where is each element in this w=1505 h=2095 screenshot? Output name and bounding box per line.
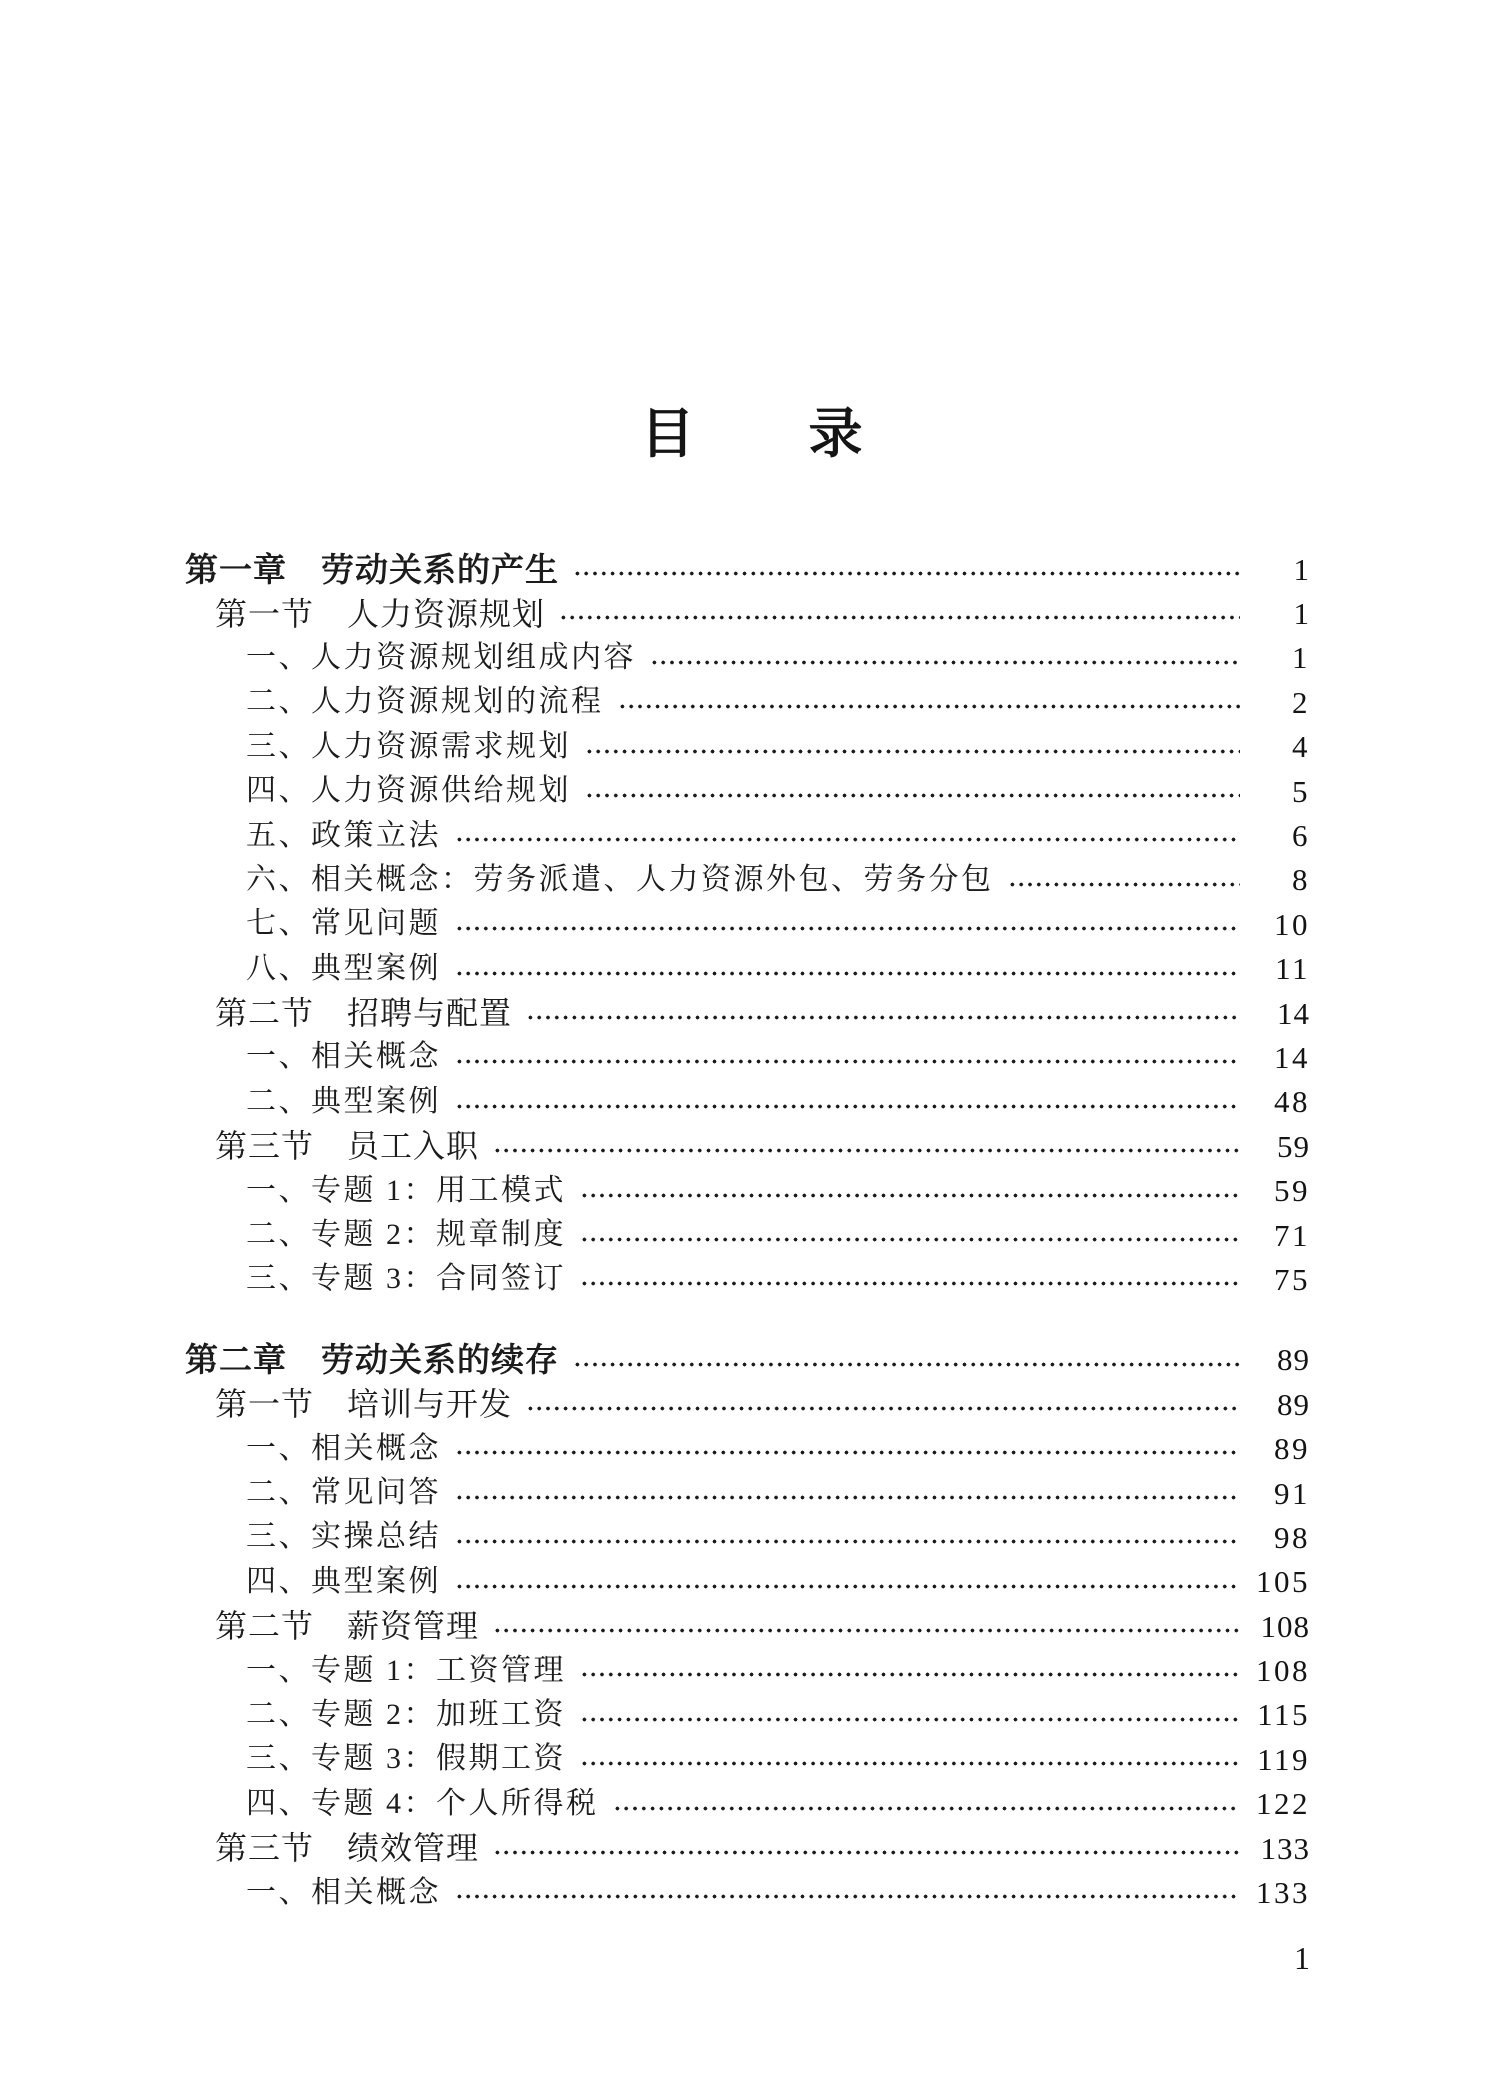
toc-entry-label: 四、专题 4：个人所得税 (246, 1786, 599, 1820)
toc-entry-label: 二、人力资源规划的流程 (246, 685, 604, 719)
toc-entry-label: 一、相关概念 (246, 1431, 441, 1465)
toc-entry (185, 769, 1310, 813)
toc-entry-page: 98 (1274, 1519, 1310, 1555)
toc-entry-label: 一、相关概念 (246, 1875, 441, 1909)
toc-entry-label: 八、典型案例 (246, 951, 441, 985)
toc-entry-label: 一、相关概念 (246, 1040, 441, 1074)
toc-entry-page: 133 (1256, 1875, 1310, 1911)
toc-entry (185, 858, 1310, 902)
toc-entry (185, 1168, 1310, 1212)
dot-leader (580, 1213, 1240, 1257)
toc-entry (185, 1515, 1310, 1559)
toc-entry-page: 108 (1260, 1608, 1310, 1644)
toc-entry-label: 七、常见问题 (246, 907, 441, 941)
toc-entry-label: 四、典型案例 (246, 1564, 441, 1598)
dot-leader (573, 1338, 1240, 1382)
toc-entry-page: 71 (1274, 1217, 1310, 1253)
toc-entry-page: 1 (1293, 551, 1310, 587)
toc-entry-label: 三、实操总结 (246, 1520, 441, 1554)
dot-leader (585, 769, 1240, 813)
toc-entry (185, 1035, 1310, 1079)
toc-entry-page: 11 (1275, 951, 1310, 987)
toc-entry-page: 14 (1274, 1039, 1310, 1075)
toc-entry-page: 89 (1274, 1431, 1310, 1467)
toc-entry (185, 1471, 1310, 1515)
toc-entry (185, 1737, 1310, 1781)
toc-entry (185, 1604, 1310, 1648)
toc-entry-label: 二、常见问答 (246, 1476, 441, 1509)
dot-leader (580, 1257, 1240, 1301)
toc-entry (185, 636, 1310, 680)
toc-entry (185, 547, 1310, 591)
toc-entry-page: 119 (1257, 1741, 1310, 1777)
dot-leader (455, 1515, 1240, 1559)
toc-entry (185, 1382, 1310, 1426)
toc-entry-label: 三、专题 3：假期工资 (246, 1742, 566, 1776)
toc-entry (185, 1213, 1310, 1257)
dot-leader (585, 725, 1240, 769)
toc-entry (185, 991, 1310, 1035)
toc-entry-page: 14 (1277, 995, 1310, 1031)
toc-entry-label: 四、人力资源供给规划 (246, 774, 571, 808)
dot-leader (559, 591, 1240, 635)
toc-entry-label: 第三节 绩效管理 (215, 1830, 480, 1867)
toc-entry-label: 二、专题 2：规章制度 (246, 1218, 566, 1252)
page-title: 目 录 (640, 404, 865, 464)
dot-leader (493, 1826, 1240, 1870)
toc-entry-page: 5 (1292, 773, 1310, 809)
dot-leader (580, 1648, 1240, 1692)
toc-entry (185, 1426, 1310, 1470)
toc-entry-page: 1 (1292, 640, 1310, 676)
dot-leader (455, 813, 1240, 857)
toc-entry (185, 1257, 1310, 1301)
toc-entry-page: 10 (1274, 906, 1310, 942)
toc-entry (185, 725, 1310, 769)
dot-leader (618, 680, 1241, 724)
toc-entry (185, 902, 1310, 946)
dot-leader (1008, 858, 1241, 902)
toc-entry-page: 48 (1274, 1084, 1310, 1120)
toc-entry-page: 133 (1260, 1830, 1310, 1866)
toc-entry-label: 一、专题 1：用工模式 (246, 1173, 566, 1207)
dot-leader (526, 1382, 1240, 1426)
toc-entry (185, 1338, 1310, 1382)
dot-leader (526, 991, 1240, 1035)
dot-leader (580, 1737, 1240, 1781)
dot-leader (580, 1693, 1240, 1737)
toc-entry (185, 1870, 1310, 1914)
dot-leader (455, 1870, 1240, 1914)
toc-entry (185, 1560, 1310, 1604)
toc-entry-page: 115 (1257, 1697, 1310, 1733)
toc-entry (185, 1693, 1310, 1737)
toc-entry-page: 8 (1292, 862, 1310, 898)
toc-entry-label: 六、相关概念：劳务派遣、人力资源外包、劳务分包 (246, 862, 994, 896)
dot-leader (580, 1168, 1240, 1212)
toc-entry (185, 1648, 1310, 1692)
toc-entry-label: 第二章 劳动关系的续存 (185, 1341, 559, 1379)
toc-entry-label: 第一章 劳动关系的产生 (185, 550, 559, 588)
dot-leader (455, 1471, 1240, 1515)
dot-leader (613, 1782, 1241, 1826)
dot-leader (493, 1124, 1240, 1168)
toc-entry-page: 59 (1277, 1128, 1310, 1164)
dot-leader (650, 636, 1240, 680)
toc-entry-page: 6 (1292, 818, 1310, 854)
toc-entry (185, 813, 1310, 857)
dot-leader (493, 1604, 1240, 1648)
toc-entry (185, 591, 1310, 635)
dot-leader (455, 1080, 1240, 1124)
toc-entry (185, 1080, 1310, 1124)
toc-list (185, 547, 1310, 1915)
toc-entry (185, 947, 1310, 991)
toc-entry-label: 第二节 招聘与配置 (215, 995, 513, 1032)
toc-entry (185, 1826, 1310, 1870)
dot-leader (455, 902, 1240, 946)
footer-page-number: 1 (1294, 1940, 1310, 1976)
toc-entry-label: 二、典型案例 (246, 1084, 441, 1118)
dot-leader (455, 1035, 1240, 1079)
toc-entry-label: 二、专题 2：加班工资 (246, 1697, 566, 1731)
toc-entry-page: 89 (1277, 1386, 1310, 1422)
toc-entry-page: 105 (1256, 1564, 1310, 1600)
dot-leader (455, 1426, 1240, 1470)
toc-entry-label: 三、人力资源需求规划 (246, 729, 571, 763)
toc-entry-page: 122 (1256, 1786, 1310, 1822)
toc-entry-label: 第三节 员工入职 (215, 1128, 480, 1165)
toc-entry-page: 108 (1256, 1653, 1310, 1689)
toc-entry-page: 75 (1274, 1261, 1310, 1297)
dot-leader (455, 947, 1240, 991)
toc-entry-page: 59 (1274, 1173, 1310, 1209)
toc-entry (185, 1782, 1310, 1826)
toc-entry-page: 2 (1292, 684, 1310, 720)
dot-leader (573, 547, 1240, 591)
toc-entry-page: 91 (1274, 1475, 1310, 1511)
toc-entry-label: 三、专题 3：合同签订 (246, 1262, 566, 1296)
toc-entry-label: 第一节 人力资源规划 (215, 595, 546, 632)
toc-entry (185, 1124, 1310, 1168)
toc-entry-label: 五、政策立法 (246, 818, 441, 852)
toc-entry-page: 1 (1293, 596, 1310, 632)
dot-leader (455, 1560, 1240, 1604)
toc-entry-page: 4 (1292, 729, 1310, 765)
toc-entry (185, 680, 1310, 724)
toc-entry-label: 一、人力资源规划组成内容 (246, 640, 636, 674)
toc-entry-label: 第二节 薪资管理 (215, 1608, 480, 1645)
toc-entry-label: 一、专题 1：工资管理 (246, 1653, 566, 1687)
toc-entry-label: 第一节 培训与开发 (215, 1386, 513, 1423)
toc-entry-page: 89 (1277, 1342, 1310, 1378)
